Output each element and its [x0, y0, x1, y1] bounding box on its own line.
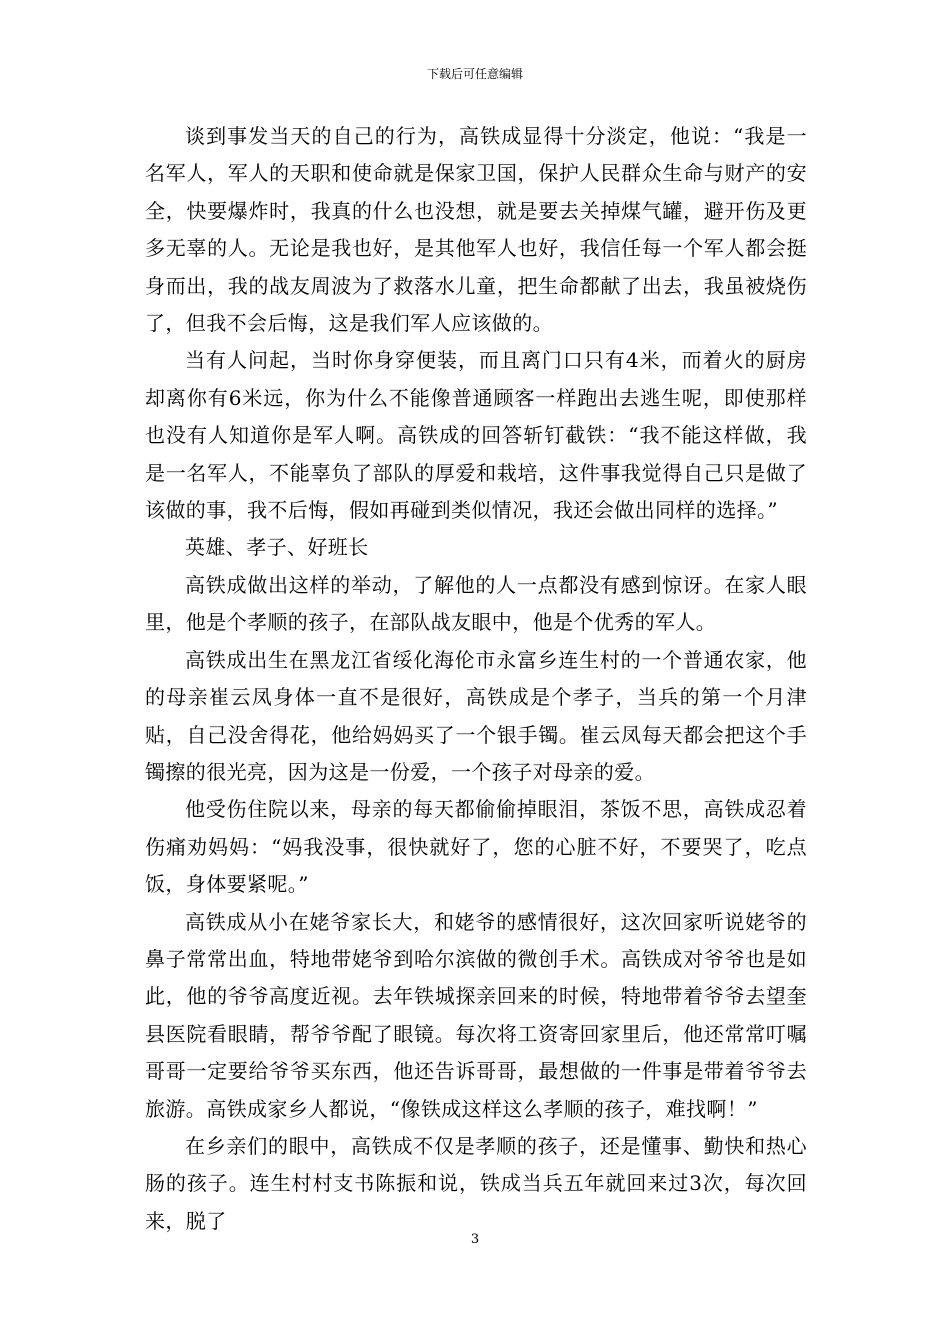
section-heading: 英雄、孝子、好班长 [185, 535, 369, 560]
paragraph: 在乡亲们的眼中，高铁成不仅是孝顺的孩子，还是懂事、勤快和热心肠的孩子。连生村村支书陈振和说，铁成当兵五年就回来过3次，每次回来，脱了 [145, 1133, 807, 1233]
paragraph: 高铁成出生在黑龙江省绥化海伦市永富乡连生村的一个普通农家，他的母亲崔云凤身体一直不是很好，高铁成是个孝子，当兵的第一个月津贴，自己没舍得花，他给妈妈买了一个银手镯。崔云凤每天都会把这个手镯擦的很光亮，因为这是一份爱，一个孩子对母亲的爱。 [145, 647, 807, 784]
paragraph: 高铁成从小在姥爷家长大，和姥爷的感情很好，这次回家听说姥爷的鼻子常常出血，特地带姥爷到哈尔滨做的微创手术。高铁成对爷爷也是如此，他的爷爷高度近视。去年铁城探亲回来的时候，特地带着爷爷去望奎县医院看眼睛，帮爷爷配了眼镜。每次将工资寄回家里后，他还常常叮嘱哥哥一定要给爷爷买东西，他还告诉哥哥，最想做的一件事是带着爷爷去旅游。高铁成家乡人都说，“像铁成这样这么孝顺的孩子，难找啊！” [145, 909, 807, 1121]
body-text [145, 118, 807, 1240]
page-number: 3 [470, 1232, 480, 1247]
page-header: 下载后可任意编辑 [426, 67, 523, 81]
paragraph: 他受伤住院以来，母亲的每天都偷偷掉眼泪，茶饭不思，高铁成忍着伤痛劝妈妈：“妈我没事，很快就好了，您的心脏不好，不要哭了，吃点饭，身体要紧呢。” [145, 797, 807, 897]
paragraph: 高铁成做出这样的举动，了解他的人一点都没有感到惊讶。在家人眼里，他是个孝顺的孩子，在部队战友眼中，他是个优秀的军人。 [145, 572, 807, 635]
paragraph: 当有人问起，当时你身穿便装，而且离门口只有4米，而着火的厨房却离你有6米远，你为什么不能像普通顾客一样跑出去逃生呢，即使那样也没有人知道你是军人啊。高铁成的回答斩钉截铁：“我不能这样做，我是一名军人，不能辜负了部队的厚爱和栽培，这件事我觉得自己只是做了该做的事，我不后悔，假如再碰到类似情况，我还会做出同样的选择。” [145, 348, 807, 523]
paragraph: 谈到事发当天的自己的行为，高铁成显得十分淡定，他说：“我是一名军人，军人的天职和使命就是保家卫国，保护人民群众生命与财产的安全，快要爆炸时，我真的什么也没想，就是要去关掉煤气罐，避开伤及更多无辜的人。无论是我也好，是其他军人也好，我信任每一个军人都会挺身而出，我的战友周波为了救落水儿童，把生命都献了出去，我虽被烧伤了，但我不会后悔，这是我们军人应该做的。 [145, 124, 807, 336]
